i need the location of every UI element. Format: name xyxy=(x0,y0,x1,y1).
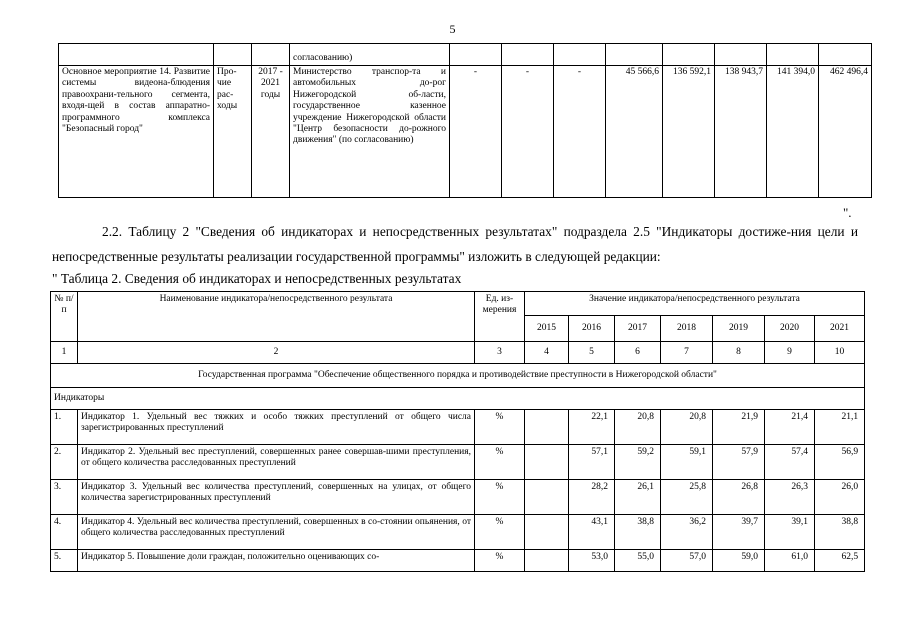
source-cell: Про-чие рас-ходы xyxy=(214,66,252,198)
row-value: 22,1 xyxy=(569,410,615,445)
index-cell: 4 xyxy=(525,342,569,364)
closing-quote: ". xyxy=(843,205,852,220)
row-value: 59,2 xyxy=(615,445,661,480)
header-value: Значение индикатора/непосредственного результата xyxy=(525,292,865,316)
row-value: 21,1 xyxy=(815,410,865,445)
row-value: 57,1 xyxy=(569,445,615,480)
row-value: 26,1 xyxy=(615,480,661,515)
row-value: 28,2 xyxy=(569,480,615,515)
row-value: 38,8 xyxy=(815,515,865,550)
header-number: № п/п xyxy=(51,292,78,342)
row-value: 26,0 xyxy=(815,480,865,515)
top-table-first-row-text: согласованию) xyxy=(290,44,450,66)
year-cell: 2018 xyxy=(661,316,713,342)
row-value: 56,9 xyxy=(815,445,865,480)
index-cell: 2 xyxy=(78,342,475,364)
year-cell: 2015 xyxy=(525,316,569,342)
paragraph: 2.2. Таблицу 2 "Сведения об индикаторах и непосредственных результатах" подраздела 2.5 "Индикаторы достиже-ния цели и непосредственные результаты реализации государственной программы" изложить в следующей редакции: xyxy=(52,224,858,264)
row-unit: % xyxy=(475,445,525,480)
row-value: 21,9 xyxy=(713,410,765,445)
executor-cell: Министерство транспор-та и автомобильных до-рог Нижегородской об-ласти, государственное казенное учреждение Нижегородской области "Центр безопасности до-рожного движения" (по согласованию) xyxy=(290,66,450,198)
header-unit: Ед. из-мерения xyxy=(475,292,525,342)
row-value xyxy=(525,515,569,550)
table-row xyxy=(51,550,865,572)
row-value: 20,8 xyxy=(615,410,661,445)
index-cell: 1 xyxy=(51,342,78,364)
row-unit: % xyxy=(475,550,525,572)
row-name: Индикатор 5. Повышение доли граждан, положительно оценивающих со- xyxy=(78,550,475,572)
row-value: 62,5 xyxy=(815,550,865,572)
page-number: 5 xyxy=(449,22,456,36)
top-continuation-table xyxy=(58,43,872,198)
index-cell: 3 xyxy=(475,342,525,364)
row-name: Индикатор 2. Удельный вес преступлений, совершенных ранее совершав-шими преступления, от общего количества расследованных преступлений xyxy=(78,445,475,480)
table-index-row xyxy=(51,342,865,364)
row-value: 59,1 xyxy=(661,445,713,480)
row-unit: % xyxy=(475,515,525,550)
row-value: 39,7 xyxy=(713,515,765,550)
value-cell: 136 592,1 xyxy=(663,66,715,198)
top-table-row xyxy=(59,66,872,198)
table-header-row xyxy=(51,292,865,316)
table-row xyxy=(51,410,865,445)
index-cell: 7 xyxy=(661,342,713,364)
row-value: 57,9 xyxy=(713,445,765,480)
year-cell: 2021 xyxy=(815,316,865,342)
indicators-table xyxy=(50,291,865,572)
section-row xyxy=(51,388,865,410)
row-value: 39,1 xyxy=(765,515,815,550)
index-cell: 6 xyxy=(615,342,661,364)
row-name: Индикатор 1. Удельный вес тяжких и особо тяжких преступлений от общего числа зарегистрированных преступлений xyxy=(78,410,475,445)
row-value: 26,8 xyxy=(713,480,765,515)
event-cell: Основное мероприятие 14. Развитие системы видеона-блюдения правоохрани-тельного сегмента, входя-щей в состав аппаратно-программного комплекса "Безопасный город" xyxy=(59,66,214,198)
row-number: 3. xyxy=(51,480,78,515)
top-table-first-row xyxy=(59,44,872,66)
table-caption: " Таблица 2. Сведения об индикаторах и непосредственных результатах xyxy=(52,271,462,286)
value-cell: 462 496,4 xyxy=(819,66,872,198)
row-unit: % xyxy=(475,480,525,515)
dash-cell: - xyxy=(450,66,502,198)
row-number: 5. xyxy=(51,550,78,572)
index-cell: 10 xyxy=(815,342,865,364)
row-value xyxy=(525,480,569,515)
index-cell: 5 xyxy=(569,342,615,364)
row-name: Индикатор 4. Удельный вес количества преступлений, совершенных в со-стоянии опьянения, от общего количества расследованных преступлений xyxy=(78,515,475,550)
row-number: 4. xyxy=(51,515,78,550)
row-value xyxy=(525,550,569,572)
row-value: 53,0 xyxy=(569,550,615,572)
row-value: 20,8 xyxy=(661,410,713,445)
value-cell: 45 566,6 xyxy=(606,66,663,198)
row-number: 2. xyxy=(51,445,78,480)
row-value: 55,0 xyxy=(615,550,661,572)
row-unit: % xyxy=(475,410,525,445)
row-value: 26,3 xyxy=(765,480,815,515)
row-name: Индикатор 3. Удельный вес количества преступлений, совершенных на улицах, от общего количества зарегистрированных преступлений xyxy=(78,480,475,515)
index-cell: 9 xyxy=(765,342,815,364)
period-cell: 2017 - 2021 годы xyxy=(252,66,290,198)
table-row xyxy=(51,445,865,480)
year-cell: 2020 xyxy=(765,316,815,342)
row-value: 57,0 xyxy=(661,550,713,572)
row-value: 57,4 xyxy=(765,445,815,480)
index-cell: 8 xyxy=(713,342,765,364)
dash-cell: - xyxy=(502,66,554,198)
row-value: 38,8 xyxy=(615,515,661,550)
table-row xyxy=(51,480,865,515)
row-value: 25,8 xyxy=(661,480,713,515)
value-cell: 141 394,0 xyxy=(767,66,819,198)
row-number: 1. xyxy=(51,410,78,445)
row-value: 43,1 xyxy=(569,515,615,550)
section-title: Индикаторы xyxy=(51,388,865,410)
row-value xyxy=(525,410,569,445)
year-cell: 2019 xyxy=(713,316,765,342)
header-name: Наименование индикатора/непосредственного результата xyxy=(78,292,475,342)
row-value: 61,0 xyxy=(765,550,815,572)
table-row xyxy=(51,515,865,550)
value-cell: 138 943,7 xyxy=(715,66,767,198)
year-cell: 2016 xyxy=(569,316,615,342)
program-title: Государственная программа "Обеспечение общественного порядка и противодействие преступности в Нижегородской области" xyxy=(51,364,865,388)
year-cell: 2017 xyxy=(615,316,661,342)
dash-cell: - xyxy=(554,66,606,198)
row-value: 21,4 xyxy=(765,410,815,445)
row-value: 36,2 xyxy=(661,515,713,550)
program-title-row xyxy=(51,364,865,388)
row-value xyxy=(525,445,569,480)
row-value: 59,0 xyxy=(713,550,765,572)
